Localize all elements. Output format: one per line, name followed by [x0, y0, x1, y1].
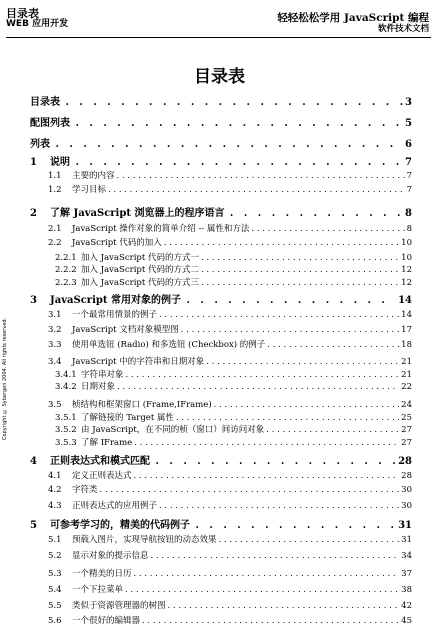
dot-leader [151, 550, 400, 562]
dot-leader [266, 424, 399, 436]
toc-entry-title: 定义正则表达式 [72, 471, 132, 481]
toc-entry-number: 4.1 [48, 471, 62, 481]
toc-entry-title: 了解 JavaScript 浏览器上的程序语言 [50, 208, 225, 219]
toc-entry-number: 1.2 [48, 185, 62, 195]
toc-entry-page-number: 10 [401, 253, 412, 263]
toc-entry-title: 配图列表 [30, 118, 70, 129]
dot-leader [108, 184, 405, 196]
toc-entry-page-number: 38 [401, 585, 412, 595]
toc-entry-sub[interactable] [55, 277, 412, 289]
toc-entry-sub[interactable] [55, 264, 412, 276]
toc-entry-number: 2.2.2 [55, 265, 77, 275]
toc-entry-sub[interactable] [55, 369, 412, 381]
dot-leader [72, 118, 403, 130]
dot-leader [134, 470, 400, 482]
dot-leader [201, 252, 399, 264]
toc-entry-title: 正则表达式和模式匹配 [50, 456, 150, 467]
toc-entry-chap[interactable] [30, 520, 412, 532]
toc-entry-number: 5.5 [48, 601, 62, 611]
toc-entry-sec[interactable] [48, 600, 412, 612]
toc-entry-title: 日期对象 [81, 382, 116, 392]
dot-leader [214, 399, 400, 411]
toc-entry-number: 4 [30, 456, 37, 467]
toc-entry-number: 1 [30, 157, 37, 168]
dot-leader [159, 309, 399, 321]
toc-entry-title: 显示对象的提示信息 [72, 551, 149, 561]
toc-entry-sec[interactable] [48, 568, 412, 580]
dot-leader [134, 568, 400, 580]
toc-entry-sec[interactable] [48, 309, 412, 321]
toc-entry-page-number: 7 [406, 171, 412, 181]
dot-leader [183, 295, 396, 307]
toc-entry-number: 4.2 [48, 485, 62, 495]
dot-leader [125, 584, 399, 596]
header-book-title: 轻轻松松学用 JavaScript 编程 [277, 12, 429, 24]
dot-leader [168, 600, 400, 612]
dot-leader [267, 339, 399, 351]
header-section-title: 目录表 [6, 7, 39, 20]
dot-leader [219, 534, 400, 546]
toc-entry-title: 了解 IFrame [81, 438, 133, 448]
header-doc-type: 软件技术文档 [377, 24, 429, 34]
toc-entry-sec[interactable] [48, 237, 412, 249]
toc-entry-title: JavaScript 中的字符串和日期对象 [72, 357, 205, 367]
toc-entry-title: 加入 JavaScript 代码的方式一 [81, 253, 199, 263]
toc-entry-number: 5.1 [48, 535, 62, 545]
toc-entry-sec[interactable] [48, 356, 412, 368]
toc-entry-page-number: 17 [401, 325, 412, 335]
toc-entry-number: 5.6 [48, 616, 62, 626]
dot-leader [226, 208, 403, 220]
toc-entry-title: 学习目标 [72, 185, 107, 195]
dot-leader [117, 381, 399, 393]
toc-entry-page-number: 31 [401, 535, 412, 545]
dot-leader [206, 356, 399, 368]
toc-entry-title: 了解链接的 Target 属性 [81, 413, 174, 423]
toc-entry-title: 加入 JavaScript 代码的方式二 [81, 265, 199, 275]
toc-entry-title: 一个下拉菜单 [72, 585, 124, 595]
toc-entry-sub[interactable] [55, 437, 412, 449]
dot-leader [52, 139, 403, 151]
toc-entry-title: JavaScript 操作对象的简单介绍 -- 属性和方法 [72, 224, 250, 234]
dot-leader [117, 170, 405, 182]
toc-entry-number: 2.2.1 [55, 253, 77, 263]
toc-entry-page-number: 30 [401, 485, 412, 495]
dot-leader [62, 97, 403, 109]
toc-entry-sec[interactable] [48, 484, 412, 496]
toc-entry-title: JavaScript 常用对象的例子 [50, 295, 181, 306]
toc-entry-number: 2.2.3 [55, 278, 77, 288]
toc-entry-sec[interactable] [48, 223, 412, 235]
toc-entry-page-number: 14 [398, 295, 412, 306]
dot-leader [201, 277, 399, 289]
toc-entry-chap[interactable] [30, 97, 412, 109]
toc-entry-number: 3 [30, 295, 37, 306]
header-category: WEB 应用开发 [6, 19, 69, 29]
toc-entry-title: 使用单选钮 (Radio) 和多选钮 (Checkbox) 的例子 [72, 340, 266, 350]
dot-leader [251, 223, 404, 235]
toc-entry-sub[interactable] [55, 424, 412, 436]
toc-entry-chap[interactable] [30, 456, 412, 468]
toc-entry-title: JavaScript 代码的加入 [72, 238, 162, 248]
toc-entry-title: 字符串对象 [81, 370, 124, 380]
toc-entry-number: 3.5.3 [55, 438, 77, 448]
toc-entry-chap[interactable] [30, 139, 412, 151]
toc-entry-title: 主要的内容 [72, 171, 115, 181]
toc-entry-title: 类似于资源管理器的树图 [72, 601, 166, 611]
toc-entry-number: 4.3 [48, 501, 62, 511]
dot-leader [142, 615, 399, 627]
dot-leader [192, 520, 396, 532]
toc-entry-page-number: 34 [401, 551, 412, 561]
toc-entry-number: 1.1 [48, 171, 62, 181]
toc-entry-chap[interactable] [30, 295, 412, 307]
toc-entry-number: 3.5 [48, 400, 62, 410]
dot-leader [134, 437, 399, 449]
toc-entry-page-number: 24 [401, 400, 412, 410]
toc-entry-page-number: 7 [406, 185, 412, 195]
toc-entry-sub[interactable] [55, 412, 412, 424]
toc-entry-number: 3.1 [48, 310, 62, 320]
toc-entry-title: 预载入图片，实现导航按钮的动态效果 [72, 535, 217, 545]
toc-entry-chap[interactable] [30, 157, 412, 169]
page-title: 目录表 [194, 67, 245, 87]
dot-leader [72, 157, 403, 169]
toc-entry-page-number: 28 [398, 456, 412, 467]
toc-entry-sec[interactable] [48, 170, 412, 182]
toc-entry-title: 可参考学习的，精美的代码例子 [50, 520, 190, 531]
dot-leader [126, 369, 400, 381]
toc-entry-title: 列表 [30, 139, 50, 150]
toc-entry-sec[interactable] [48, 584, 412, 596]
toc-entry-sec[interactable] [48, 324, 412, 336]
toc-entry-page-number: 27 [401, 438, 412, 448]
toc-entry-page-number: 21 [401, 370, 412, 380]
toc-entry-title: 目录表 [30, 97, 60, 108]
toc-entry-page-number: 7 [405, 157, 412, 168]
toc-entry-page-number: 3 [405, 97, 412, 108]
dot-leader [152, 456, 396, 468]
toc-entry-sec[interactable] [48, 184, 412, 196]
toc-entry-page-number: 6 [405, 139, 412, 150]
toc-entry-sec[interactable] [48, 534, 412, 546]
toc-entry-number: 3.2 [48, 325, 62, 335]
toc-entry-page-number: 45 [401, 616, 412, 626]
toc-entry-number: 2.1 [48, 224, 62, 234]
toc-entry-page-number: 25 [401, 413, 412, 423]
toc-entry-number: 2 [30, 208, 37, 219]
toc-entry-title: 一个最常用情景的例子 [72, 310, 158, 320]
dot-leader [201, 264, 399, 276]
toc-entry-number: 5.4 [48, 585, 62, 595]
toc-entry-number: 3.3 [48, 340, 62, 350]
toc-entry-number: 5.3 [48, 569, 62, 579]
toc-entry-page-number: 42 [401, 601, 412, 611]
toc-entry-number: 3.5.2 [55, 425, 77, 435]
toc-entry-sub[interactable] [55, 252, 412, 264]
toc-entry-title: 桢结构和框架窗口 (Frame,IFrame) [72, 400, 212, 410]
dot-leader [181, 324, 399, 336]
toc-entry-title: 加入 JavaScript 代码的方式三 [81, 278, 199, 288]
toc-entry-number: 3.5.1 [55, 413, 77, 423]
toc-entry-page-number: 12 [401, 265, 412, 275]
toc-entry-sec[interactable] [48, 339, 412, 351]
toc-entry-sec[interactable] [48, 470, 412, 482]
toc-entry-title: 说明 [50, 157, 70, 168]
toc-entry-number: 3.4.2 [55, 382, 77, 392]
toc-entry-title: JavaScript 文档对象模型图 [72, 325, 179, 335]
dot-leader [176, 412, 399, 424]
toc-entry-title: 一个很好的编辑器 [72, 616, 141, 626]
dot-leader [100, 484, 400, 496]
toc-entry-number: 2.2 [48, 238, 62, 248]
toc-entry-page-number: 8 [405, 208, 412, 219]
toc-entry-chap[interactable] [30, 118, 412, 130]
toc-entry-number: 3.4 [48, 357, 62, 367]
toc-entry-title: 由 JavaScript，在不同的桢（窗口）间访问对象 [81, 425, 265, 435]
toc-entry-page-number: 14 [401, 310, 412, 320]
toc-entry-page-number: 28 [401, 471, 412, 481]
toc-entry-page-number: 8 [406, 224, 412, 234]
toc-entry-page-number: 37 [401, 569, 412, 579]
toc-entry-number: 5.2 [48, 551, 62, 561]
toc-entry-number: 5 [30, 520, 37, 531]
toc-entry-title: 一个精美的日历 [72, 569, 132, 579]
toc-entry-page-number: 27 [401, 425, 412, 435]
toc-entry-page-number: 10 [401, 238, 412, 248]
toc-entry-sec[interactable] [48, 615, 412, 627]
toc-entry-title: 字符类 [72, 485, 98, 495]
toc-entry-page-number: 22 [401, 382, 412, 392]
toc-entry-sec[interactable] [48, 500, 412, 512]
toc-entry-number: 3.4.1 [55, 370, 77, 380]
toc-entry-title: 正则表达式的应用例子 [72, 501, 158, 511]
toc-entry-page-number: 5 [405, 118, 412, 129]
toc-entry-page-number: 12 [401, 278, 412, 288]
toc-entry-chap[interactable] [30, 208, 412, 220]
toc-entry-sub[interactable] [55, 381, 412, 393]
toc-entry-page-number: 30 [401, 501, 412, 511]
side-copyright: Copyright © Sybergen 2004. All rights reserved. [2, 317, 8, 440]
toc-entry-page-number: 18 [401, 340, 412, 350]
dot-leader [164, 237, 399, 249]
toc-entry-page-number: 31 [398, 520, 412, 531]
toc-entry-sec[interactable] [48, 399, 412, 411]
dot-leader [159, 500, 399, 512]
toc-entry-sec[interactable] [48, 550, 412, 562]
toc-entry-page-number: 21 [401, 357, 412, 367]
